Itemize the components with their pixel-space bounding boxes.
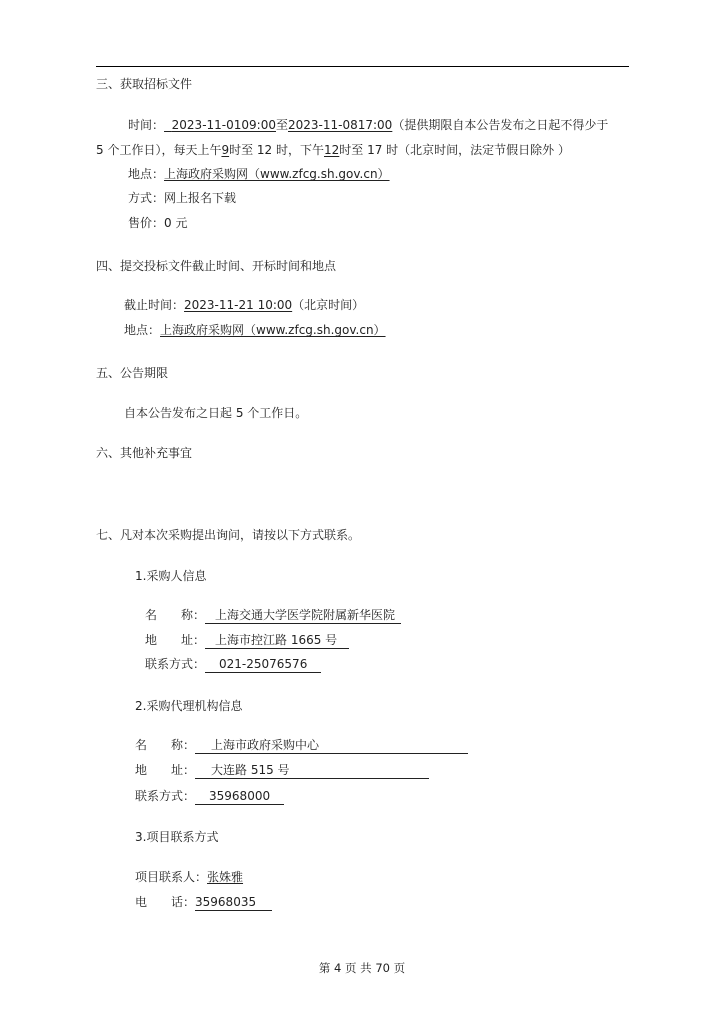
- time-note: （提供期限自本公告发布之日起不得少于: [392, 118, 609, 132]
- am-start: 9: [221, 143, 230, 157]
- time-start: 2023-11-0109:00: [171, 118, 276, 132]
- pm-start: 12: [324, 143, 340, 157]
- price-line: [128, 215, 187, 231]
- time-line: [128, 117, 608, 133]
- time-label: 时间：: [128, 118, 165, 132]
- place-line: [128, 166, 390, 182]
- s4-place-line: [124, 322, 386, 338]
- deadline-tz: （北京时间）: [292, 298, 365, 312]
- purchaser-name-line: [145, 607, 401, 624]
- agency-title: 2.采购代理机构信息: [135, 699, 243, 713]
- purchaser-contact-line: [145, 656, 321, 673]
- agency-name-label: 名 称：: [135, 738, 196, 752]
- agency-addr-line: [135, 762, 429, 779]
- method-line: [128, 190, 236, 206]
- purchaser-addr-label: 地 址：: [145, 633, 206, 647]
- agency-contact-line: [135, 788, 284, 805]
- section-4-heading: 四、提交投标文件截止时间、开标时间和地点: [96, 259, 337, 273]
- purchaser-name: 上海交通大学医学院附属新华医院: [205, 608, 401, 624]
- hours-text-b: 时至 12 时，下午: [229, 143, 324, 157]
- agency-contact: 35968000: [195, 789, 284, 805]
- time-end: 2023-11-0817:00: [288, 118, 393, 132]
- method-value: 网上报名下载: [164, 191, 237, 205]
- purchaser-addr-line: [145, 632, 349, 649]
- purchaser-contact-label: 联系方式：: [145, 657, 206, 671]
- purchaser-contact: 021-25076576: [205, 657, 321, 673]
- project-person-label: 项目联系人：: [135, 870, 208, 884]
- place-link[interactable]: 上海政府采购网（www.zfcg.sh.gov.cn）: [164, 167, 390, 181]
- section-5-heading: 五、公告期限: [96, 366, 169, 380]
- hours-text-c: 时至 17 时（北京时间，法定节假日除外 ）: [339, 143, 570, 157]
- deadline-value: 2023-11-21 10:00: [184, 298, 293, 312]
- method-label: 方式：: [128, 191, 165, 205]
- time-line-2: [96, 142, 570, 158]
- header-rule: [96, 66, 629, 67]
- time-mid: 至: [275, 118, 288, 132]
- project-title: 3.项目联系方式: [135, 830, 219, 844]
- section-3-heading: 三、获取招标文件: [96, 77, 193, 91]
- section-6-heading: 六、其他补充事宜: [96, 446, 193, 460]
- agency-addr: 大连路 515 号: [195, 763, 429, 779]
- agency-name: 上海市政府采购中心: [195, 738, 468, 754]
- price-label: 售价：: [128, 216, 165, 230]
- project-phone-line: [135, 894, 272, 911]
- notice-period-text: 自本公告发布之日起 5 个工作日。: [124, 406, 308, 420]
- purchaser-name-label: 名 称：: [145, 608, 206, 622]
- agency-addr-label: 地 址：: [135, 763, 196, 777]
- project-person-line: [135, 869, 243, 885]
- project-phone-label: 电 话：: [135, 895, 196, 909]
- deadline-line: [124, 297, 364, 313]
- project-person: 张姝雅: [207, 870, 244, 884]
- section-7-heading: 七、凡对本次采购提出询问，请按以下方式联系。: [96, 528, 361, 542]
- agency-name-line: [135, 737, 468, 754]
- project-phone: 35968035: [195, 895, 272, 911]
- s4-place-link[interactable]: 上海政府采购网（www.zfcg.sh.gov.cn）: [160, 323, 386, 337]
- purchaser-addr: 上海市控江路 1665 号: [205, 633, 349, 649]
- page-footer: 第 4 页 共 70 页: [318, 961, 406, 975]
- price-value: 0 元: [164, 216, 188, 230]
- hours-text-a: 5 个工作日），每天上午: [96, 143, 222, 157]
- place-label: 地点：: [128, 167, 165, 181]
- s4-place-label: 地点：: [124, 323, 161, 337]
- agency-contact-label: 联系方式：: [135, 789, 196, 803]
- purchaser-title: 1.采购人信息: [135, 569, 207, 583]
- deadline-label: 截止时间：: [124, 298, 185, 312]
